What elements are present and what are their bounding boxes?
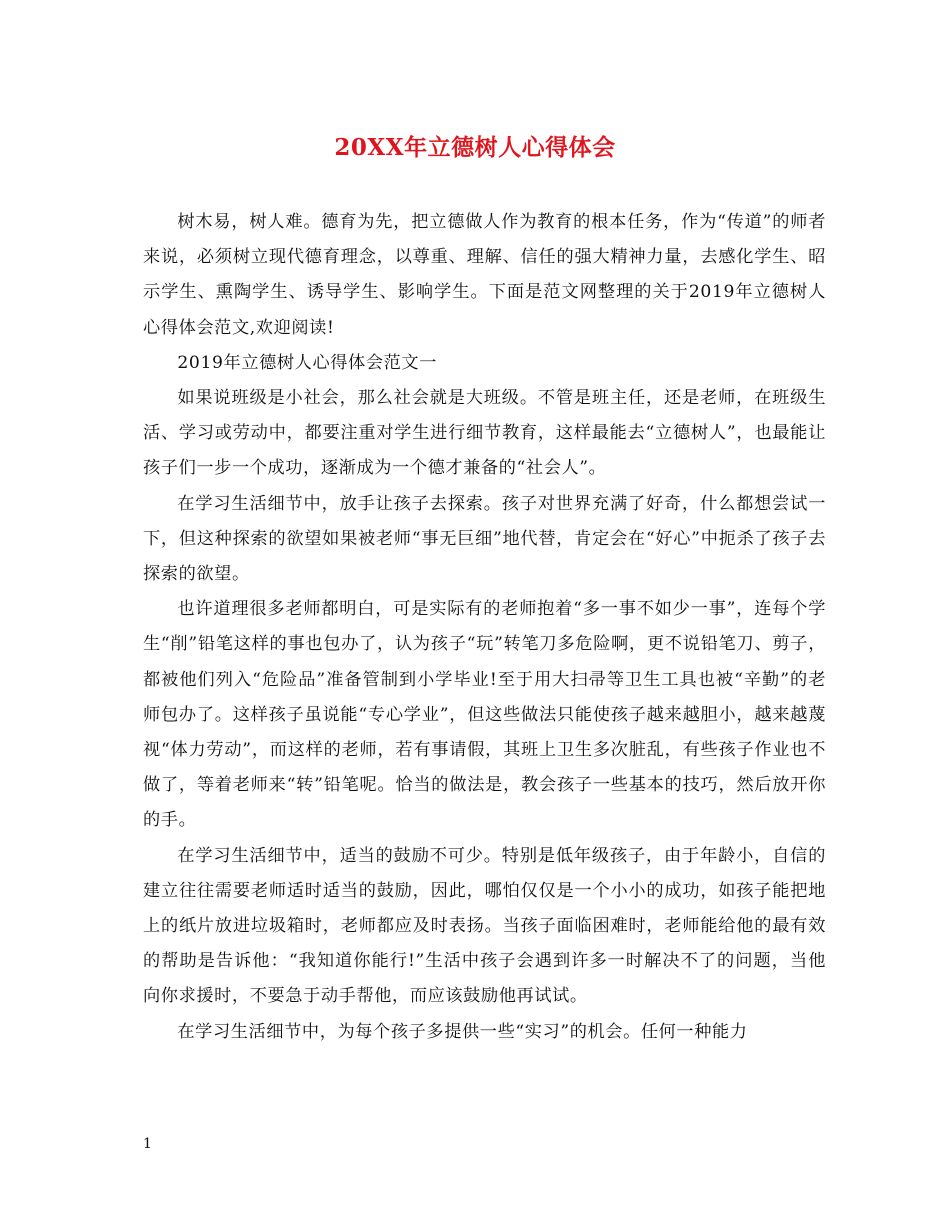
- paragraph-encouragement: 在学习生活细节中，适当的鼓励不可少。特别是低年级孩子，由于年龄小，自信的建立往往需要老师适时适当的鼓励，因此，哪怕仅仅是一个小小的成功，如孩子能把地上的纸片放进垃圾箱时，老师都应及时表扬。当孩子面临困难时，老师能给他的最有效的帮助是告诉他：“我知道你能行!”生活中孩子会遇到许多一时解决不了的问题，当他向你求援时，不要急于动手帮他，而应该鼓励他再试试。: [143, 845, 826, 1007]
- paragraph-explore: 在学习生活细节中，放手让孩子去探索。孩子对世界充满了好奇，什么都想尝试一下，但这种探索的欲望如果被老师“事无巨细”地代替，肯定会在“好心”中扼杀了孩子去探索的欲望。: [143, 493, 826, 585]
- paragraph-class-society: 如果说班级是小社会，那么社会就是大班级。不管是班主任，还是老师，在班级生活、学习或劳动中，都要注重对学生进行细节教育，这样最能去“立德树人”，也最能让孩子们一步一个成功，逐渐成为一个德才兼备的“社会人”。: [143, 388, 826, 479]
- page-number: 1: [143, 1136, 152, 1152]
- paragraph-practice: 在学习生活细节中，为每个孩子多提供一些“实习”的机会。任何一种能力: [177, 1021, 748, 1042]
- paragraph-subheading: 2019年立德树人心得体会范文一: [177, 352, 437, 373]
- paragraph-intro: 树木易，树人难。德育为先，把立德做人作为教育的根本任务，作为“传道”的师者来说，必须树立现代德育理念，以尊重、理解、信任的强大精神力量，去感化学生、昭示学生、熏陶学生、诱导学生、影响学生。下面是范文网整理的关于2019年立德树人心得体会范文,欢迎阅读!: [143, 212, 826, 338]
- paragraph-teachers: 也许道理很多老师都明白，可是实际有的老师抱着“多一事不如少一事”，连每个学生“削”铅笔这样的事也包办了，认为孩子“玩”转笔刀多危险啊，更不说铅笔刀、剪子，都被他们列入“危险品”准备管制到小学毕业!至于用大扫帚等卫生工具也被“辛勤”的老师包办了。这样孩子虽说能“专心学业”，但这些做法只能使孩子越来越胆小，越来越蔑视“体力劳动”，而这样的老师，若有事请假，其班上卫生多次脏乱，有些孩子作业也不做了，等着老师来“转”铅笔呢。恰当的做法是，教会孩子一些基本的技巧，然后放开你的手。: [143, 599, 826, 831]
- document-title: 20XX年立德树人心得体会: [334, 134, 616, 161]
- document-body: [143, 205, 826, 1050]
